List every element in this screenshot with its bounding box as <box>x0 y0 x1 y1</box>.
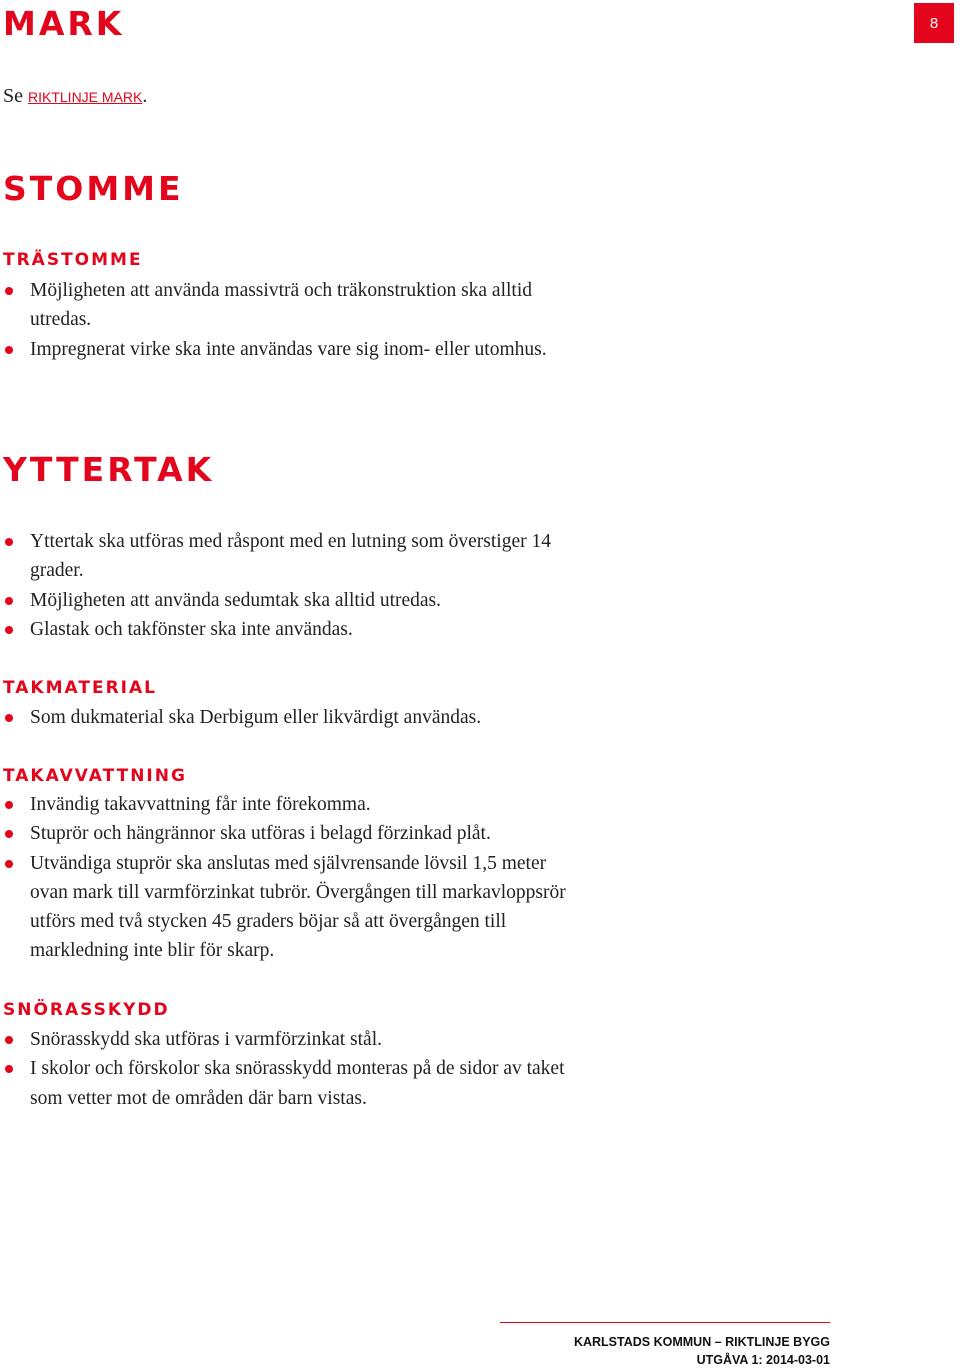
subsection-heading-trastomme: TRÄSTOMME <box>3 250 143 270</box>
snorasskydd-list <box>0 1025 570 1113</box>
list-item-text: Impregnerat virke ska inte användas vare sig inom- eller utomhus. <box>30 338 547 360</box>
list-item <box>0 703 570 732</box>
section-heading-stomme: STOMME <box>3 169 184 208</box>
bullet-icon <box>5 830 13 838</box>
page-number-badge: 8 <box>914 3 954 43</box>
list-item-text: Som dukmaterial ska Derbigum eller likvärdigt användas. <box>30 707 482 728</box>
list-item-text: Stuprör och hängrännor ska utföras i belagd förzinkad plåt. <box>30 823 491 845</box>
list-item <box>0 1025 570 1054</box>
list-item-text: Yttertak ska utföras med råspont med en lutning som överstiger 14 grader. <box>30 531 551 582</box>
page-title: MARK <box>3 4 125 43</box>
list-item <box>0 586 570 615</box>
footer-edition: UTGÅVA 1: 2014-03-01 <box>696 1353 830 1367</box>
list-item <box>0 527 570 586</box>
subsection-heading-snorasskydd: SNÖRASSKYDD <box>3 1000 170 1020</box>
list-item-text: I skolor och förskolor ska snörasskydd monteras på de sidor av taket som vetter mot de områden där barn vistas. <box>30 1058 565 1109</box>
bullet-icon <box>5 538 13 546</box>
footer-divider <box>500 1322 830 1323</box>
list-item <box>0 849 570 966</box>
list-item-text: Invändig takavvattning får inte förekomma. <box>30 794 371 815</box>
list-item-text: Glastak och takfönster ska inte användas. <box>30 618 353 640</box>
list-item <box>0 615 570 644</box>
list-item-text: Möjligheten att använda massivträ och träkonstruktion ska alltid utredas. <box>30 280 533 331</box>
bullet-icon <box>5 346 13 354</box>
see-suffix: . <box>142 85 148 107</box>
footer-organisation: KARLSTADS KOMMUN – RIKTLINJE BYGG <box>573 1335 830 1349</box>
subsection-heading-takmaterial: TAKMATERIAL <box>3 678 157 698</box>
bullet-icon <box>5 597 13 605</box>
riktlinje-mark-link[interactable]: RIKTLINJE MARK <box>28 89 143 105</box>
bullet-icon <box>5 626 13 634</box>
subsection-heading-takavvattning: TAKAVVATTNING <box>3 766 187 786</box>
takmaterial-list <box>0 703 570 732</box>
section-heading-yttertak: YTTERTAK <box>3 450 215 489</box>
see-reference <box>3 85 147 108</box>
bullet-icon <box>5 1065 13 1073</box>
list-item <box>0 819 570 848</box>
see-prefix: Se <box>3 85 28 107</box>
list-item-text: Möjligheten att använda sedumtak ska alltid utredas. <box>30 589 442 611</box>
yttertak-list <box>0 527 570 644</box>
trastomme-list <box>0 276 570 364</box>
bullet-icon <box>5 287 13 295</box>
bullet-icon <box>5 801 13 809</box>
list-item <box>0 1054 570 1113</box>
list-item-text: Snörasskydd ska utföras i varmförzinkat stål. <box>30 1029 383 1050</box>
list-item <box>0 276 570 335</box>
bullet-icon <box>5 860 13 868</box>
bullet-icon <box>5 714 13 722</box>
bullet-icon <box>5 1036 13 1044</box>
list-item <box>0 790 570 819</box>
list-item-text: Utvändiga stuprör ska anslutas med självrensande lövsil 1,5 meter ovan mark till varmförzinkat tubrör. Övergången till markavloppsrör utförs med två stycken 45 graders böjar så att övergången till markledning inte blir för skarp. <box>30 852 566 962</box>
takavvattning-list <box>0 790 570 966</box>
list-item <box>0 335 570 364</box>
